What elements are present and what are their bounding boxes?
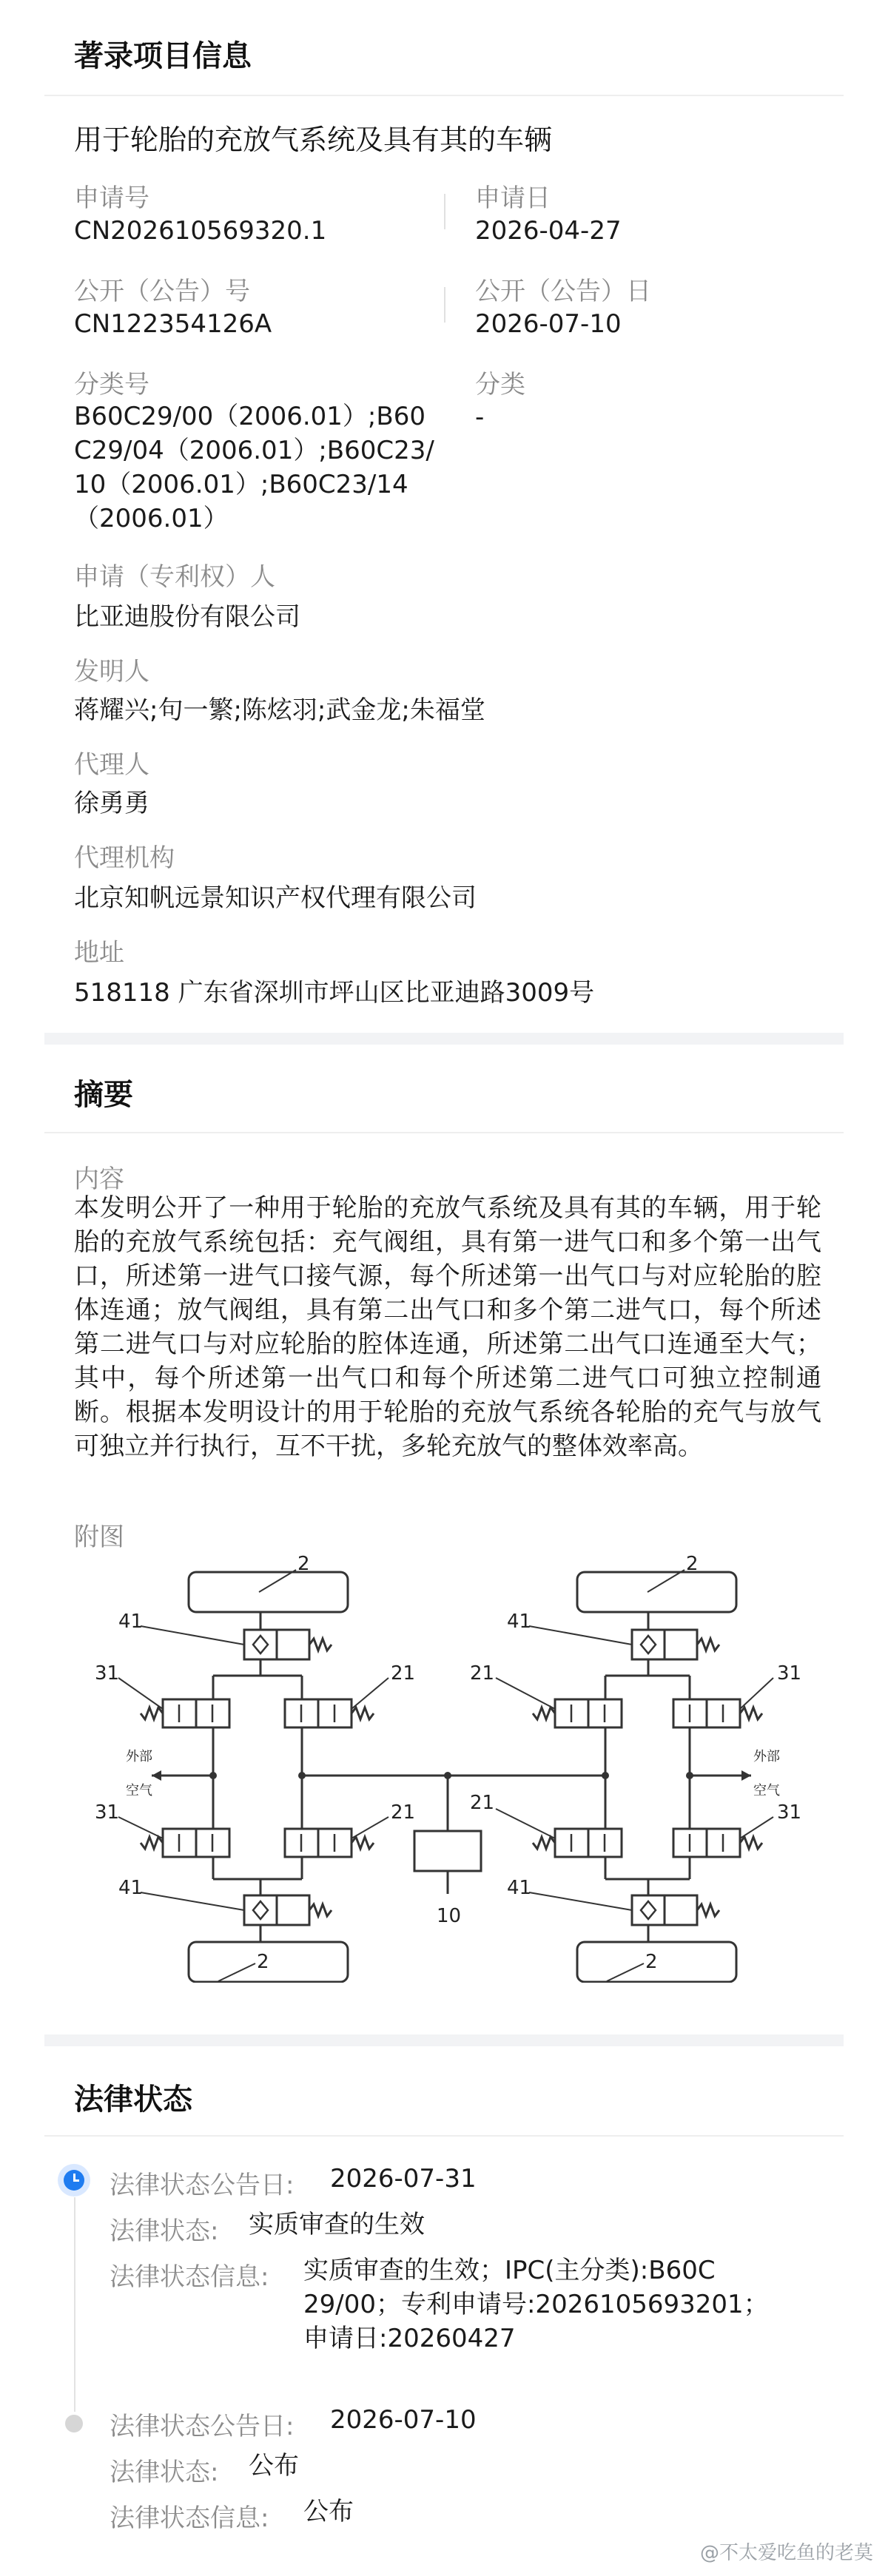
- applicant-value: 比亚迪股份有限公司: [74, 602, 300, 632]
- classification-value: -: [475, 402, 485, 432]
- agency-label: 代理机构: [74, 843, 175, 873]
- abstract-section-title: 摘要: [74, 1078, 133, 1112]
- application-date-label: 申请日: [475, 183, 551, 213]
- timeline-line: [74, 2197, 75, 2412]
- column-separator: [444, 287, 445, 323]
- legal-date-value: 2026-07-31: [330, 2164, 477, 2194]
- tire-top-right: [577, 1572, 736, 1612]
- legal-status-value: 实质审查的生效: [249, 2210, 425, 2239]
- patent-title: 用于轮胎的充放气系统及具有其的车辆: [74, 124, 553, 156]
- valve-41-top-right: [632, 1630, 665, 1659]
- legal-status-value: 公布: [249, 2451, 299, 2481]
- address-value: 518118 广东省深圳市坪山区比亚迪路3009号: [74, 978, 595, 1008]
- content-label: 内容: [74, 1164, 124, 1194]
- classification-label: 分类: [475, 370, 525, 399]
- label-tire-bottom-right: 2: [645, 1951, 658, 1973]
- label-21-top-left: 21: [391, 1662, 416, 1685]
- label-outside-air-left-1: 外部: [126, 1749, 152, 1764]
- label-outside-air-right-2: 空气: [753, 1783, 780, 1798]
- label-41-bottom-left: 41: [118, 1877, 144, 1899]
- inventor-value: 蒋耀兴;句一繁;陈炫羽;武金龙;朱福堂: [74, 695, 485, 725]
- application-no-label: 申请号: [74, 183, 149, 213]
- valve-41-bottom-right: [632, 1895, 665, 1925]
- label-31-bottom-right: 31: [777, 1801, 802, 1824]
- publication-no-value: CN122354126A: [74, 309, 272, 339]
- label-41-bottom-right: 41: [507, 1877, 532, 1899]
- publication-date-value: 2026-07-10: [475, 309, 622, 339]
- label-21-top-right: 21: [470, 1662, 495, 1685]
- application-no-value: CN202610569320.1: [74, 216, 327, 246]
- agent-value: 徐勇勇: [74, 789, 149, 818]
- patent-figure: [81, 1554, 814, 1983]
- legal-info-value: 实质审查的生效；IPC(主分类):B60C 29/00；专利申请号:2026105693201； 申请日:20260427: [303, 2256, 769, 2353]
- column-separator: [444, 194, 445, 229]
- divider: [44, 2135, 844, 2137]
- label-tire-top-left: 2: [297, 1554, 310, 1575]
- classification-no-label: 分类号: [74, 370, 149, 399]
- publication-no-label: 公开（公告）号: [74, 277, 250, 306]
- valve-41-top-left: [244, 1630, 277, 1659]
- legal-date-value: 2026-07-10: [330, 2405, 477, 2435]
- legal-status-label: 法律状态:: [110, 2216, 219, 2246]
- abstract-content: 本发明公开了一种用于轮胎的充放气系统及具有其的车辆，用于轮胎的充放气系统包括：充气阀组，具有第一进气口和多个第一出气口，所述第一进气口接气源，每个所述第一出气口与对应轮胎的腔体连通；放气阀组，具有第二出气口和多个第二进气口，每个所述第二进气口与对应轮胎的腔体连通，所述第二出气口连通至大气；其中，每个所述第一出气口和每个所述第二进气口可独立控制通断。根据本发明设计的用于轮胎的充放气系统各轮胎的充气与放气可独立并行执行，互不干扰，多轮充放气的整体效率高。: [74, 1193, 821, 1461]
- tire-top-left: [189, 1572, 348, 1612]
- label-31-top-right: 31: [777, 1662, 802, 1685]
- label-41-top-left: 41: [118, 1611, 144, 1633]
- label-21-bottom-left: 21: [391, 1801, 416, 1824]
- divider: [44, 1132, 844, 1133]
- applicant-label: 申请（专利权）人: [74, 562, 275, 592]
- bibliographic-section-title: 著录项目信息: [74, 39, 252, 73]
- label-tire-bottom-left: 2: [257, 1951, 269, 1973]
- label-tire-top-right: 2: [686, 1554, 699, 1575]
- legal-section-title: 法律状态: [74, 2083, 192, 2117]
- divider: [44, 95, 844, 96]
- valve-41-bottom-left: [244, 1895, 277, 1925]
- label-21-bottom-right: 21: [470, 1792, 495, 1814]
- inventor-label: 发明人: [74, 657, 149, 687]
- legal-info-value: 公布: [303, 2497, 354, 2526]
- section-separator: [44, 2034, 844, 2046]
- address-label: 地址: [74, 938, 124, 968]
- label-outside-air-left-2: 空气: [126, 1783, 152, 1798]
- label-31-bottom-left: 31: [95, 1801, 120, 1824]
- agency-value: 北京知帆远景知识产权代理有限公司: [74, 883, 477, 913]
- label-air-source: 10: [437, 1905, 462, 1927]
- agent-label: 代理人: [74, 750, 149, 780]
- legal-info-label: 法律状态信息:: [110, 2503, 269, 2533]
- label-outside-air-right-1: 外部: [753, 1749, 780, 1764]
- legal-status-label: 法律状态:: [110, 2458, 219, 2487]
- classification-no-value: B60C29/00（2006.01）;B60 C29/04（2006.01）;B60C23/ 10（2006.01）;B60C23/14 （2006.01）: [74, 402, 434, 533]
- label-41-top-right: 41: [507, 1611, 532, 1633]
- legal-date-label: 法律状态公告日:: [110, 2412, 295, 2441]
- air-source-10: [414, 1831, 481, 1871]
- section-separator: [44, 1033, 844, 1045]
- label-31-top-left: 31: [95, 1662, 120, 1685]
- watermark: @不太爱吃鱼的老莫: [699, 2542, 873, 2564]
- legal-date-label: 法律状态公告日:: [110, 2171, 295, 2200]
- publication-date-label: 公开（公告）日: [475, 277, 651, 306]
- application-date-value: 2026-04-27: [475, 216, 622, 246]
- timeline-dot: [65, 2415, 83, 2432]
- clock-icon: [58, 2164, 90, 2196]
- figure-label: 附图: [74, 1523, 124, 1552]
- legal-info-label: 法律状态信息:: [110, 2262, 269, 2292]
